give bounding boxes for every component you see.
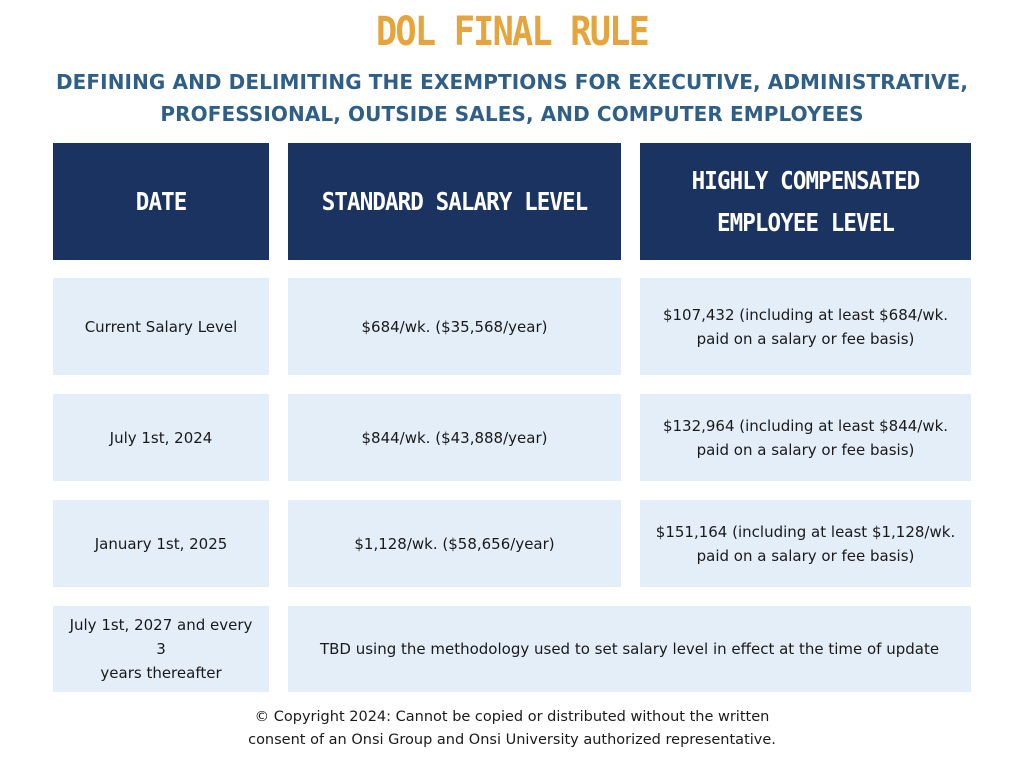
subtitle-line-1: DEFINING AND DELIMITING THE EXEMPTIONS FOR EXECUTIVE, ADMINISTRATIVE,: [55, 70, 969, 94]
row-4-date: [53, 606, 269, 692]
header-standard-salary: [288, 143, 621, 260]
row-2-standard: $844/wk. ($43,888/year): [288, 394, 621, 481]
header-date-label: DATE: [135, 186, 187, 216]
row-4-merged-tbd: TBD using the methodology used to set salary level in effect at the time of update: [288, 606, 971, 692]
row-3-hce-line-2: paid on a salary or fee basis): [696, 546, 915, 565]
page-title: DOL FINAL RULE: [375, 9, 649, 55]
header-hce-line-2: EMPLOYEE LEVEL: [716, 207, 895, 237]
subtitle-line-2: PROFESSIONAL, OUTSIDE SALES, AND COMPUTER EMPLOYEES: [160, 102, 864, 126]
row-2-date: July 1st, 2024: [53, 394, 269, 481]
row-2-hce-line-1: $132,964 (including at least $844/wk.: [662, 416, 949, 435]
header-highly-compensated-label: [679, 160, 932, 244]
row-3-hce: [640, 500, 971, 587]
header-highly-compensated: [640, 143, 971, 260]
copyright-footer: [0, 706, 1024, 752]
row-1-hce-line-1: $107,432 (including at least $684/wk.: [662, 305, 949, 324]
row-4-date-line-1: July 1st, 2027 and every 3: [69, 616, 253, 658]
footer-line-2: consent of an Onsi Group and Onsi University authorized representative.: [248, 732, 776, 748]
row-1-hce: [640, 278, 971, 375]
row-2-hce-line-2: paid on a salary or fee basis): [696, 440, 915, 459]
page-subtitle: [40, 66, 984, 130]
header-standard-salary-label: STANDARD SALARY LEVEL: [321, 186, 588, 216]
footer-line-1: © Copyright 2024: Cannot be copied or distributed without the written: [254, 709, 770, 725]
row-1-date: Current Salary Level: [53, 278, 269, 375]
row-1-hce-line-2: paid on a salary or fee basis): [696, 329, 915, 348]
row-4-date-line-2: years thereafter: [100, 664, 222, 682]
header-date: [53, 143, 269, 260]
row-3-hce-line-1: $151,164 (including at least $1,128/wk.: [655, 522, 956, 541]
row-2-hce: [640, 394, 971, 481]
header-hce-line-1: HIGHLY COMPENSATED: [691, 165, 920, 195]
row-3-date: January 1st, 2025: [53, 500, 269, 587]
row-3-standard: $1,128/wk. ($58,656/year): [288, 500, 621, 587]
row-1-standard: $684/wk. ($35,568/year): [288, 278, 621, 375]
